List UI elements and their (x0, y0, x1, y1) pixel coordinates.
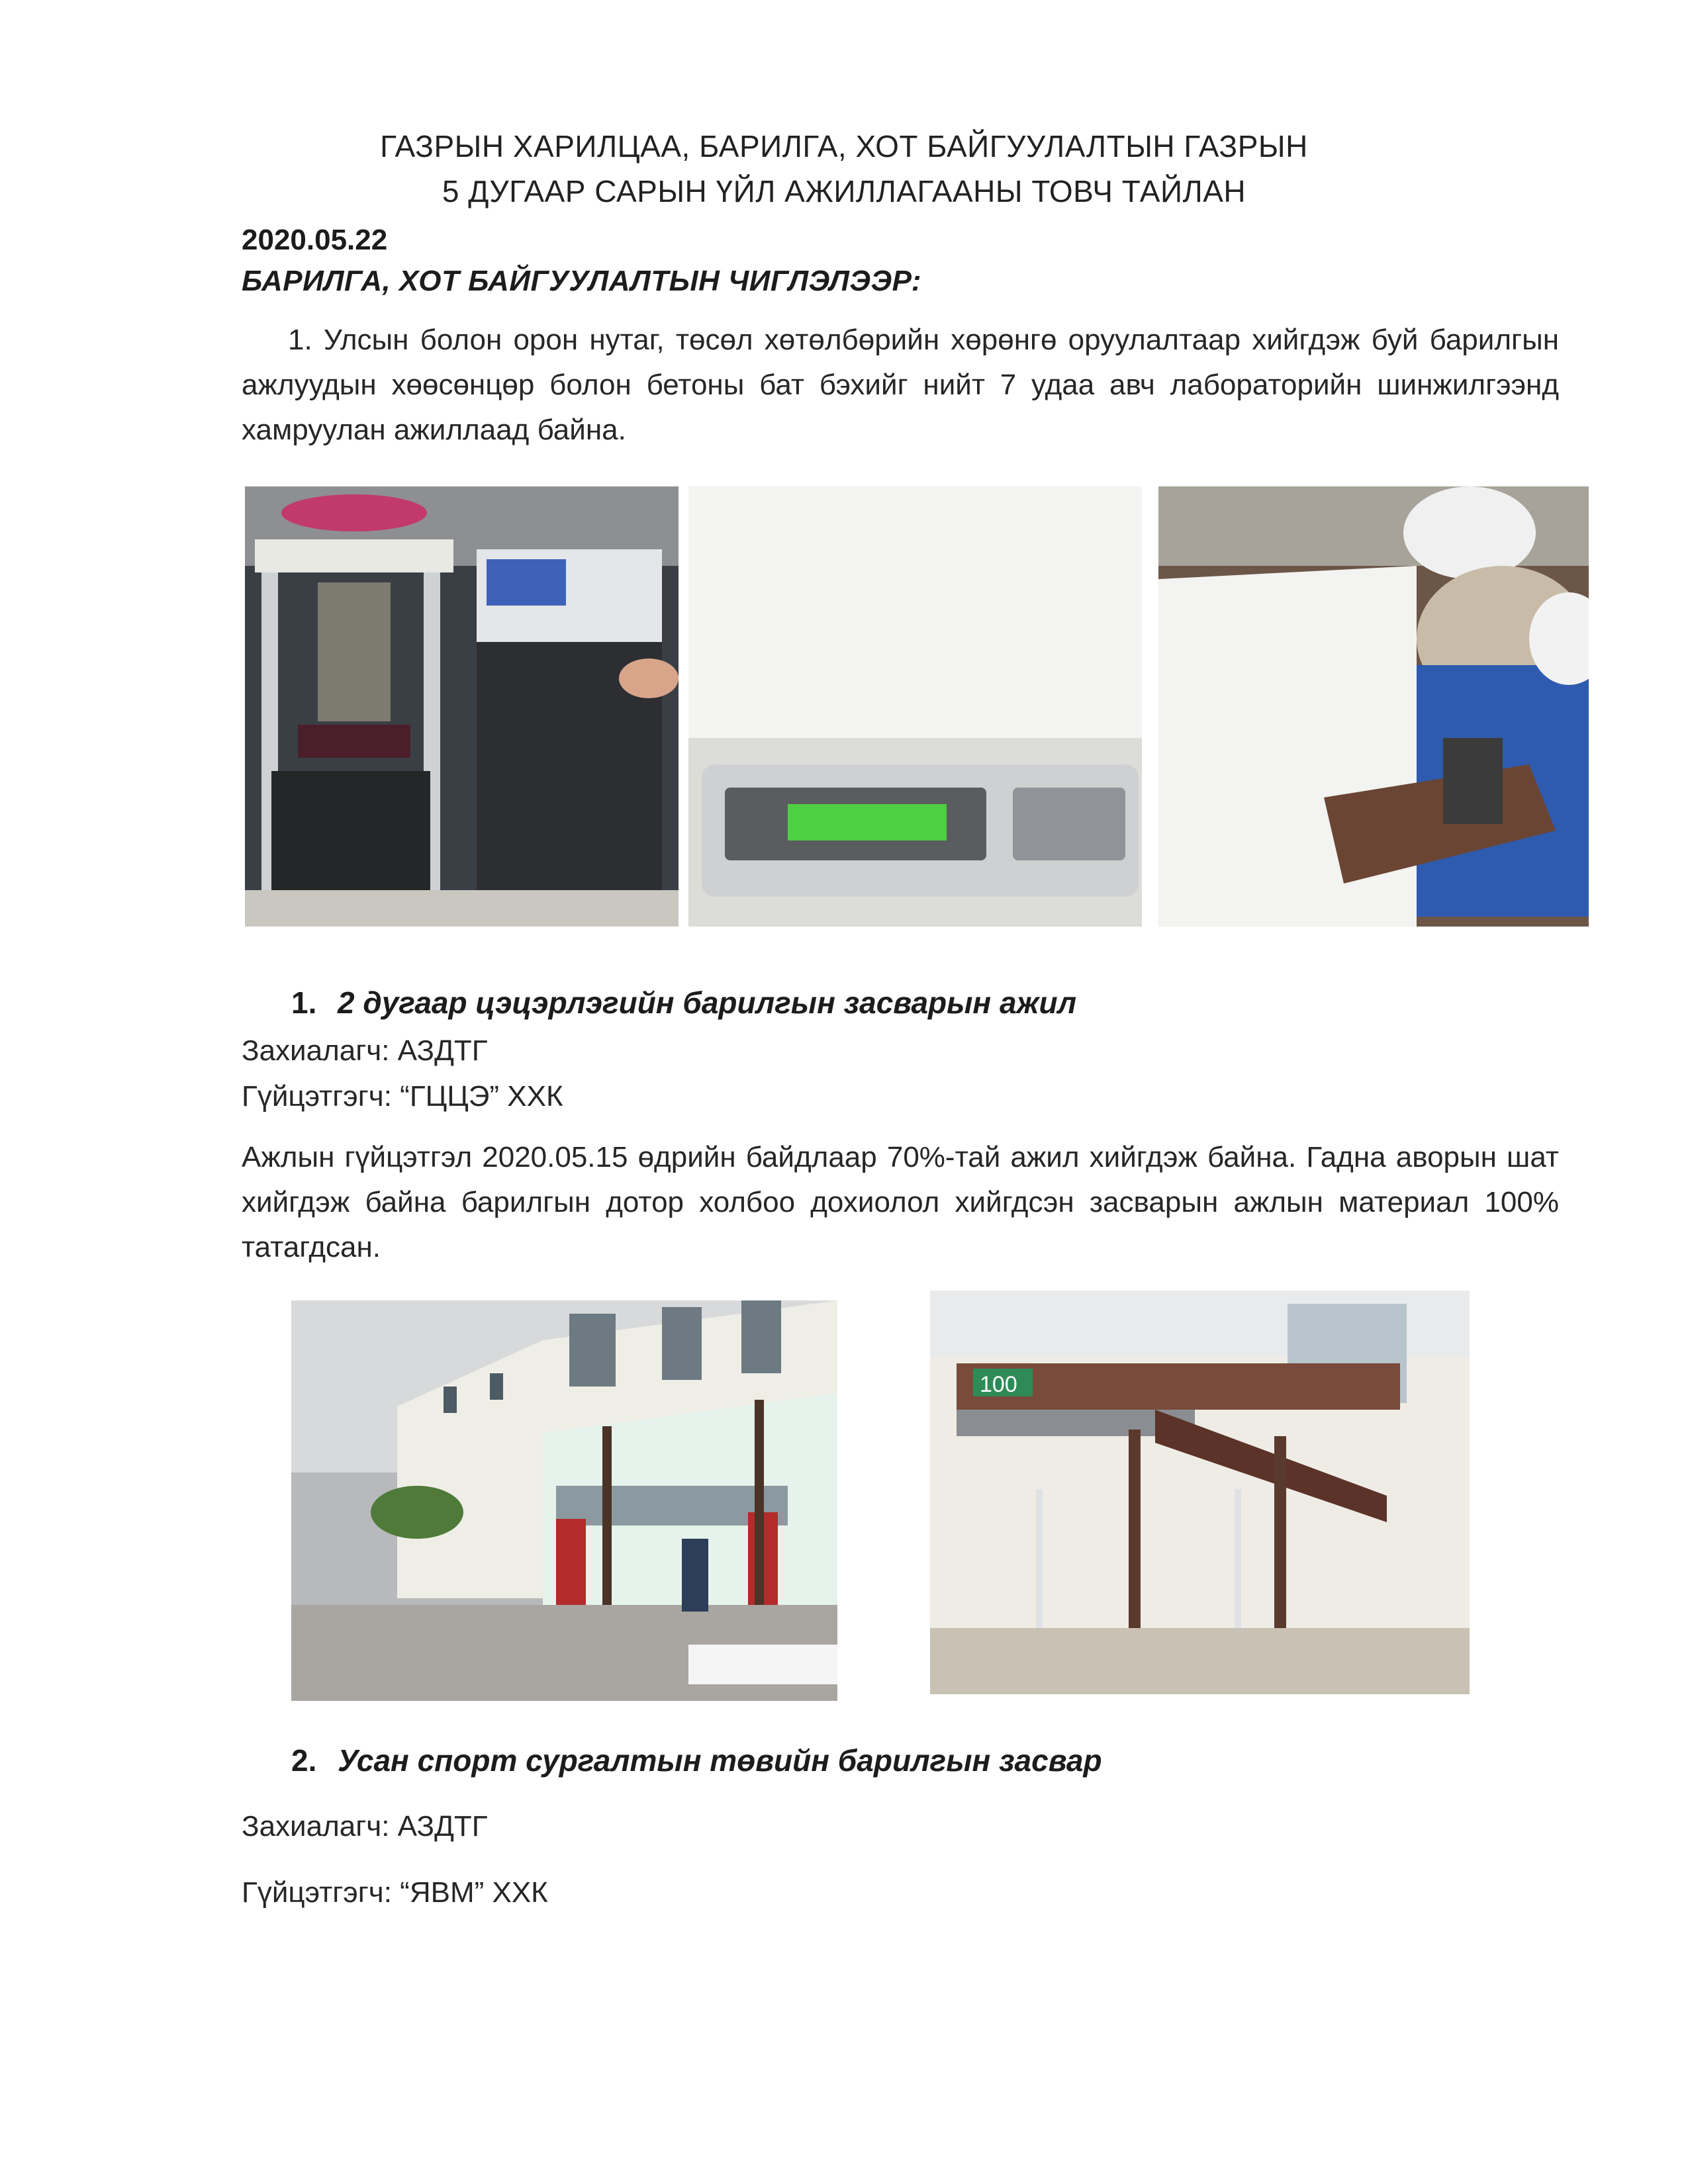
photo-kindergarten-building (291, 1300, 837, 1701)
project-2-number: 2. (291, 1743, 317, 1778)
stair-sign-label: 100 (980, 1372, 1017, 1397)
header-line-2: 5 ДУГААР САРЫН ҮЙЛ АЖИЛЛАГААНЫ ТОВЧ ТАЙЛАН (442, 174, 1246, 208)
project-2-client: Захиалагч: АЗДТГ (242, 1810, 488, 1843)
photo-outdoor-staircase (930, 1291, 1470, 1694)
report-date: 2020.05.22 (242, 224, 388, 256)
header-line-1: ГАЗРЫН ХАРИЛЦАА, БАРИЛГА, ХОТ БАЙГУУЛАЛТЫН ГАЗРЫН (380, 129, 1308, 163)
project-1-heading (291, 985, 1076, 1021)
project-1-number: 1. (291, 985, 317, 1020)
project-1-contractor: Гүйцэтгэгч: “ГЦЦЭ” ХХК (242, 1080, 563, 1113)
project-2-title: Усан спорт сургалтын төвийн барилгын засвар (338, 1743, 1102, 1778)
project-2-heading (291, 1743, 1102, 1778)
section-title: БАРИЛГА, ХОТ БАЙГУУЛАЛТЫН ЧИГЛЭЛЭЭР: (242, 265, 922, 297)
photo-worker-cutting-foam (1158, 486, 1589, 927)
item-1-paragraph: 1. Улсын болон орон нутаг, төсөл хөтөлбөрийн хөрөнгө оруулалтаар хийгдэж буй барилгын ажлуудын хөөсөнцөр болон бетоны бат бэхийг нийт 7 удаа авч лабораторийн шинжилгээнд хамруулан ажиллаад байна. (242, 324, 1559, 446)
photo-compression-testing-machine (245, 486, 679, 927)
photo-digital-scale (688, 486, 1142, 927)
project-1-progress: Ажлын гүйцэтгэл 2020.05.15 өдрийн байдлаар 70%-тай ажил хийгдэж байна. Гадна аворын шат хийгдэж байна барилгын дотор холбоо дохиолол хийгдсэн засварын ажлын материал 100% татагдсан. (242, 1141, 1559, 1263)
project-2-contractor: Гүйцэтгэгч: “ЯВМ” ХХК (242, 1876, 548, 1909)
project-1-title: 2 дугаар цэцэрлэгийн барилгын засварын ажил (338, 985, 1077, 1020)
project-1-client: Захиалагч: АЗДТГ (242, 1034, 488, 1067)
